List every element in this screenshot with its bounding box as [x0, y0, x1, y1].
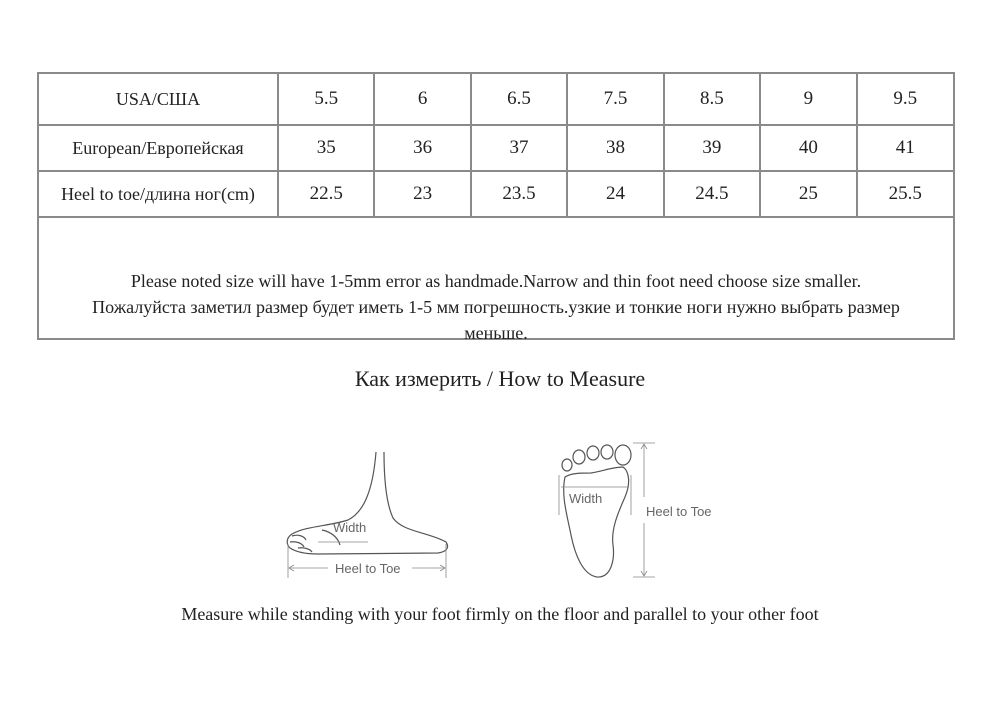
table-cell: 6.5 — [471, 74, 567, 125]
row-label: European/Европейская — [39, 125, 278, 171]
table-cell: 40 — [760, 125, 856, 171]
table-row-heel-to-toe — [39, 171, 953, 217]
foot-top-icon — [562, 445, 631, 577]
table-cell: 24.5 — [664, 171, 760, 217]
table-cell: 22.5 — [278, 171, 374, 217]
table-cell: 38 — [567, 125, 663, 171]
table-cell: 24 — [567, 171, 663, 217]
size-chart — [37, 72, 955, 343]
foot-side-view-diagram — [278, 448, 458, 583]
row-label: USA/США — [39, 74, 278, 125]
table-cell: 9 — [760, 74, 856, 125]
table-row-european — [39, 125, 953, 171]
table-cell: 5.5 — [278, 74, 374, 125]
table-cell: 41 — [857, 125, 953, 171]
foot-top-view-diagram — [545, 435, 745, 585]
foot-side-icon — [287, 452, 447, 554]
table-cell: 36 — [374, 125, 470, 171]
table-cell: 6 — [374, 74, 470, 125]
side-length-label: Heel to Toe — [335, 561, 401, 576]
table-cell: 23 — [374, 171, 470, 217]
note-line-english: Please noted size will have 1-5mm error as handmade.Narrow and thin foot need choose size smaller. — [130, 271, 862, 291]
table-row-usa — [39, 74, 953, 125]
size-table — [39, 74, 953, 218]
table-cell: 25.5 — [857, 171, 953, 217]
table-cell: 39 — [664, 125, 760, 171]
table-cell: 35 — [278, 125, 374, 171]
table-cell: 25 — [760, 171, 856, 217]
measure-caption: Measure while standing with your foot firmly on the floor and parallel to your other foot — [181, 604, 819, 624]
side-width-label: Width — [333, 520, 367, 535]
size-note — [39, 242, 953, 343]
row-label: Heel to toe/длина ног(cm) — [39, 171, 278, 217]
note-line-russian: Пожалуйста заметил размер будет иметь 1-5 мм погрешность.узкие и тонкие ноги нужно выбрать размер — [92, 297, 900, 317]
table-cell: 7.5 — [567, 74, 663, 125]
table-cell: 37 — [471, 125, 567, 171]
table-cell: 23.5 — [471, 171, 567, 217]
note-line-russian-end: меньше. — [464, 323, 528, 343]
top-width-label: Width — [569, 491, 603, 506]
measure-heading: Как измерить / How to Measure — [354, 366, 646, 391]
table-cell: 9.5 — [857, 74, 953, 125]
table-cell: 8.5 — [664, 74, 760, 125]
top-length-label: Heel to Toe — [646, 504, 712, 519]
